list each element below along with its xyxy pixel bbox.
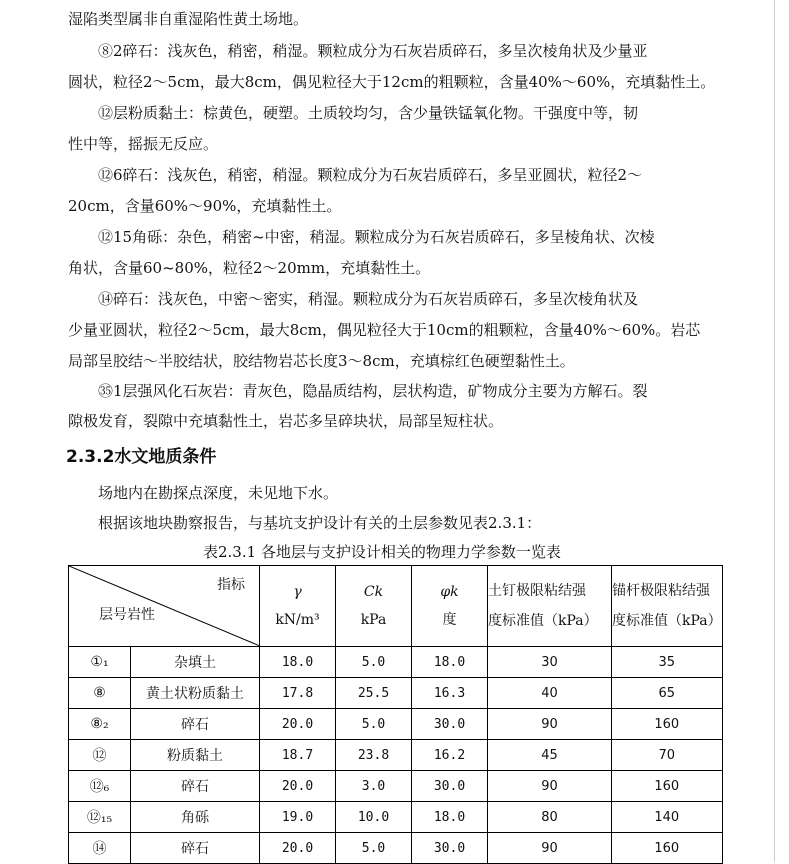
anchor-bond-line2: 度标准值（kPa）	[612, 613, 722, 629]
gamma-value: 20.0	[260, 771, 336, 802]
gamma-unit: kN/m³	[275, 612, 320, 628]
layer-name: 粉质黏土	[131, 740, 260, 771]
ck-unit: kPa	[360, 612, 387, 628]
gamma-value: 19.0	[260, 802, 336, 833]
paragraph-line: 隙极发育，裂隙中充填黏性土，岩芯多呈碎块状，局部呈短柱状。	[68, 412, 504, 430]
nail-bond-value: 40	[488, 678, 612, 709]
paragraph-line: 少量亚圆状，粒径2～5cm，最大8cm，偶见粒径大于10cm的粗颗粒，含量40%～60%。岩芯	[68, 321, 701, 339]
gamma-value: 18.0	[260, 647, 336, 678]
header-gamma	[260, 566, 336, 647]
paragraph-line: 圆状，粒径2～5cm，最大8cm，偶见粒径大于12cm的粗颗粒，含量40%～60%，充填黏性土。	[68, 73, 716, 91]
ck-symbol: Ck	[363, 584, 384, 600]
layer-number: ⑫₆	[69, 771, 131, 802]
nail-bond-line2: 度标准值（kPa）	[488, 613, 598, 629]
phik-value: 18.0	[412, 647, 488, 678]
paragraph-line: ⑭碎石：浅灰色，中密～密实，稍湿。颗粒成分为石灰岩质碎石，多呈次棱角状及	[98, 290, 639, 308]
table-row	[69, 771, 723, 802]
layer-name: 杂填土	[131, 647, 260, 678]
nail-bond-value: 30	[488, 647, 612, 678]
paragraph-line: 场地内在勘探点深度，未见地下水。	[98, 484, 339, 502]
header-nail-bond	[488, 566, 612, 647]
layer-number: ⑧₂	[69, 709, 131, 740]
header-indicator-label: 指标	[217, 577, 245, 593]
anchor-bond-value: 160	[612, 833, 723, 864]
phik-unit: 度	[442, 612, 457, 628]
gamma-value: 18.7	[260, 740, 336, 771]
paragraph-line: 20cm，含量60%～90%，充填黏性土。	[68, 197, 342, 215]
layer-name: 碎石	[131, 771, 260, 802]
paragraph-line: 角状，含量60~80%，粒径2～20mm，充填黏性土。	[68, 259, 431, 277]
layer-name: 碎石	[131, 833, 260, 864]
header-ck	[336, 566, 412, 647]
nail-bond-value: 90	[488, 709, 612, 740]
gamma-value: 17.8	[260, 678, 336, 709]
paragraph-line: 湿陷类型属非自重湿陷性黄土场地。	[68, 10, 309, 28]
header-layer-label: 层号岩性	[99, 607, 155, 623]
table-row	[69, 802, 723, 833]
anchor-bond-value: 70	[612, 740, 723, 771]
phik-value: 16.3	[412, 678, 488, 709]
header-phik	[412, 566, 488, 647]
phik-value: 30.0	[412, 833, 488, 864]
gamma-value: 20.0	[260, 833, 336, 864]
phik-value: 16.2	[412, 740, 488, 771]
table-row	[69, 678, 723, 709]
anchor-bond-value: 160	[612, 771, 723, 802]
paragraph-line: 根据该地块勘察报告，与基坑支护设计有关的土层参数见表2.3.1：	[98, 514, 542, 532]
paragraph-line: 性中等，摇振无反应。	[68, 135, 219, 153]
table-header-row	[69, 566, 723, 647]
parameter-table	[68, 565, 723, 864]
anchor-bond-line1: 锚杆极限粘结强	[612, 583, 710, 599]
layer-number: ①₁	[69, 647, 131, 678]
paragraph-line: ⑧2碎石：浅灰色，稍密，稍湿。颗粒成分为石灰岩质碎石，多呈次棱角状及少量亚	[98, 42, 648, 60]
table-row	[69, 709, 723, 740]
layer-name: 角砾	[131, 802, 260, 833]
nail-bond-value: 90	[488, 771, 612, 802]
paragraph-line: ⑫6碎石：浅灰色，稍密，稍湿。颗粒成分为石灰岩质碎石，多呈亚圆状，粒径2～	[98, 166, 643, 184]
layer-name: 黄土状粉质黏土	[131, 678, 260, 709]
anchor-bond-value: 65	[612, 678, 723, 709]
gamma-value: 20.0	[260, 709, 336, 740]
header-corner-cell	[69, 566, 260, 647]
phik-symbol: φk	[440, 584, 459, 600]
anchor-bond-value: 35	[612, 647, 723, 678]
ck-value: 3.0	[336, 771, 412, 802]
layer-number: ⑭	[69, 833, 131, 864]
phik-value: 30.0	[412, 709, 488, 740]
gamma-symbol: γ	[293, 584, 302, 600]
page-margin-line	[774, 0, 775, 862]
ck-value: 5.0	[336, 709, 412, 740]
layer-number: ⑧	[69, 678, 131, 709]
nail-bond-value: 45	[488, 740, 612, 771]
ck-value: 5.0	[336, 833, 412, 864]
phik-value: 30.0	[412, 771, 488, 802]
layer-number: ⑫₁₅	[69, 802, 131, 833]
paragraph-line: ㉟1层强风化石灰岩：青灰色，隐晶质结构，层状构造，矿物成分主要为方解石。裂	[98, 382, 648, 400]
anchor-bond-value: 140	[612, 802, 723, 833]
table-row	[69, 647, 723, 678]
anchor-bond-value: 160	[612, 709, 723, 740]
ck-value: 10.0	[336, 802, 412, 833]
table-row	[69, 833, 723, 864]
table-caption: 表2.3.1 各地层与支护设计相关的物理力学参数一览表	[203, 543, 561, 561]
paragraph-line: ⑫层粉质黏土：棕黄色，硬塑。土质较均匀，含少量铁锰氧化物。干强度中等，韧	[98, 104, 639, 122]
nail-bond-value: 90	[488, 833, 612, 864]
ck-value: 5.0	[336, 647, 412, 678]
section-heading: 2.3.2水文地质条件	[66, 447, 217, 467]
phik-value: 18.0	[412, 802, 488, 833]
header-anchor-bond	[612, 566, 723, 647]
ck-value: 25.5	[336, 678, 412, 709]
ck-value: 23.8	[336, 740, 412, 771]
paragraph-line: ⑫15角砾：杂色，稍密~中密，稍湿。颗粒成分为石灰岩质碎石，多呈棱角状、次棱	[98, 228, 655, 246]
paragraph-line: 局部呈胶结～半胶结状，胶结物岩芯长度3～8cm，充填棕红色硬塑黏性土。	[68, 352, 575, 370]
nail-bond-line1: 土钉极限粘结强	[488, 583, 586, 599]
table-row	[69, 740, 723, 771]
nail-bond-value: 80	[488, 802, 612, 833]
layer-number: ⑫	[69, 740, 131, 771]
layer-name: 碎石	[131, 709, 260, 740]
